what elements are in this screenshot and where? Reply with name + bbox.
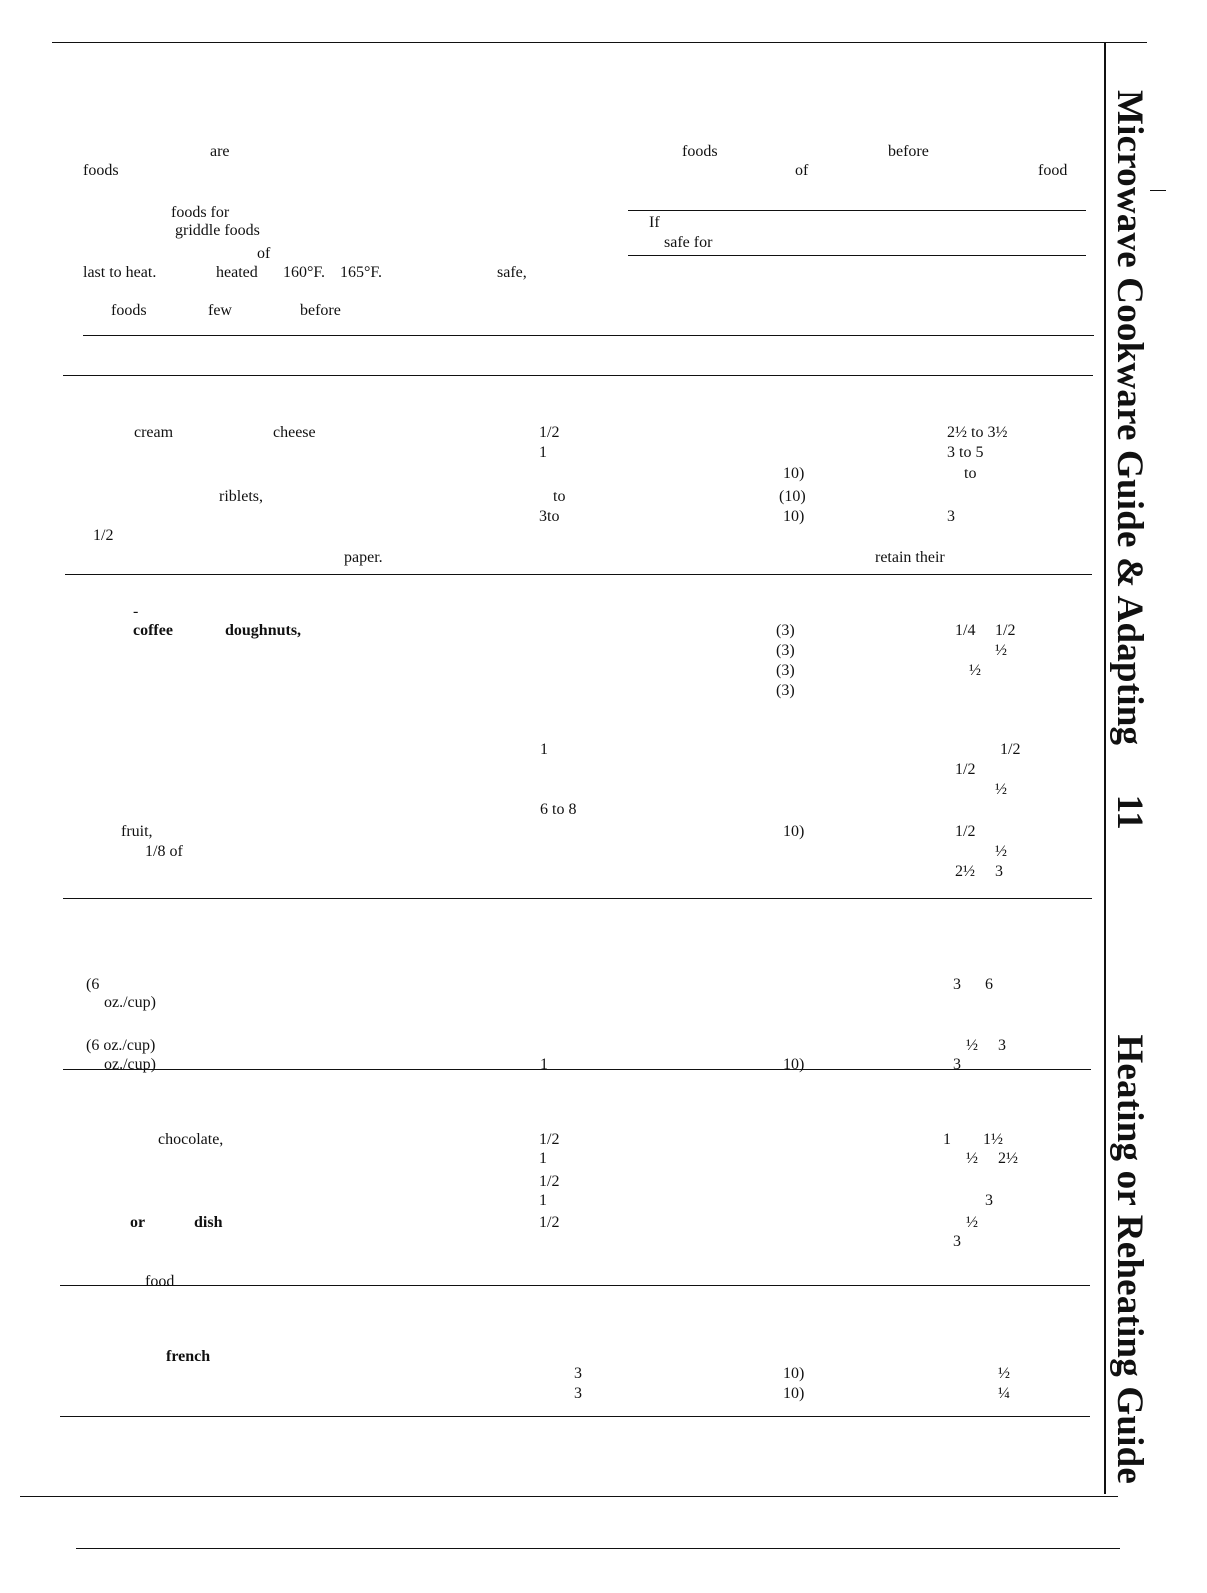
intro-text: 165°F. — [340, 264, 383, 281]
table-cell: 3 — [998, 1037, 1006, 1054]
table-cell: 2½ to 3½ — [947, 424, 1008, 441]
intro-text: griddle foods — [175, 222, 260, 239]
intro-text: before — [888, 143, 929, 160]
intro-text: safe for — [664, 234, 713, 251]
intro-text: are — [210, 143, 230, 160]
table-dash: - — [133, 603, 139, 620]
side-title — [1108, 90, 1151, 1484]
table-cell: to — [964, 465, 977, 482]
table-cell: fruit, — [121, 823, 153, 840]
table-cell: 1/2 — [93, 527, 114, 544]
table-cell: 3 — [953, 976, 961, 993]
table-cell: 1/2 — [539, 424, 560, 441]
section-rule-1 — [65, 574, 1092, 575]
table-cell: 3 — [953, 1233, 961, 1250]
intro-text: of — [257, 245, 271, 262]
table-cell: ½ — [966, 1214, 978, 1231]
table-cell: ½ — [995, 781, 1007, 798]
section-rule-2 — [63, 898, 1092, 899]
intro-text: 160°F. — [283, 264, 326, 281]
table-cell: 3 — [995, 863, 1003, 880]
top-rule — [52, 42, 1147, 43]
table-cell: oz./cup) — [104, 1056, 156, 1073]
table-cell: 10) — [783, 1385, 805, 1402]
table-cell: paper. — [344, 549, 383, 566]
table-cell: 3 — [574, 1365, 582, 1382]
table-cell: 1 — [539, 444, 547, 461]
page-bottom-rule — [20, 1496, 1118, 1497]
intro-text: safe, — [497, 264, 527, 281]
table-cell: food — [145, 1273, 175, 1290]
section-rule-5 — [60, 1416, 1090, 1417]
table-cell: retain their — [875, 549, 945, 566]
intro-text: foods for — [171, 204, 230, 221]
intro-text: If — [649, 214, 660, 231]
section-rule-4 — [60, 1285, 1090, 1286]
table-cell: ½ — [969, 662, 981, 679]
table-cell: chocolate, — [158, 1131, 224, 1148]
table-cell: (10) — [779, 488, 806, 505]
footer-rule — [76, 1548, 1120, 1549]
table-cell: doughnuts, — [225, 622, 302, 639]
intro-text: foods — [682, 143, 718, 160]
table-cell: ½ — [995, 843, 1007, 860]
intro-bottom-rule — [83, 335, 1094, 336]
intro-text: heated — [216, 264, 258, 281]
table-cell: 3 — [985, 1192, 993, 1209]
table-cell: 1/2 — [1000, 741, 1021, 758]
table-cell: 10) — [783, 1365, 805, 1382]
side-title-tick — [1150, 190, 1166, 191]
table-cell: 10) — [783, 508, 805, 525]
intro-right-rule-1 — [628, 210, 1086, 211]
intro-text: foods — [83, 162, 119, 179]
table-cell: 3 — [947, 508, 955, 525]
table-cell: or — [130, 1214, 146, 1231]
table-cell: 3to — [539, 508, 560, 525]
intro-text: foods — [111, 302, 147, 319]
table-cell: (6 oz./cup) — [86, 1037, 156, 1054]
table-cell: 1 — [540, 1056, 548, 1073]
table-cell: french — [166, 1348, 211, 1365]
table-cell: 10) — [783, 823, 805, 840]
table-top-rule — [63, 375, 1093, 376]
table-cell: 3 — [574, 1385, 582, 1402]
intro-text: food — [1038, 162, 1068, 179]
table-cell: ½ — [966, 1150, 978, 1167]
section-rule-3 — [63, 1069, 1091, 1070]
table-cell: 1/2 — [539, 1131, 560, 1148]
table-cell: 6 — [985, 976, 993, 993]
table-cell: 1 — [539, 1150, 547, 1167]
table-cell: 2½ — [998, 1150, 1018, 1167]
table-cell: (3) — [776, 682, 795, 699]
table-cell: 1/2 — [955, 823, 976, 840]
table-cell: 10) — [783, 1056, 805, 1073]
intro-right-rule-2 — [628, 255, 1086, 256]
table-cell: (3) — [776, 622, 795, 639]
table-cell: 10) — [783, 465, 805, 482]
table-cell: ½ — [998, 1365, 1010, 1382]
table-cell: 3 — [953, 1056, 961, 1073]
table-cell: 1/2 — [955, 761, 976, 778]
table-cell: 6 to 8 — [540, 801, 577, 818]
table-cell: 1/2 — [539, 1214, 560, 1231]
table-cell: 1/8 of — [145, 843, 183, 860]
table-cell: riblets, — [219, 488, 263, 505]
intro-text: before — [300, 302, 341, 319]
side-rule — [1104, 42, 1106, 1494]
table-cell: 1/2 — [995, 622, 1016, 639]
table-cell: (3) — [776, 642, 795, 659]
table-cell: 1½ — [983, 1131, 1003, 1148]
table-cell: ¼ — [998, 1385, 1010, 1402]
intro-text: last to heat. — [83, 264, 157, 281]
intro-text: of — [795, 162, 809, 179]
table-cell: (3) — [776, 662, 795, 679]
table-cell: 3 to 5 — [947, 444, 984, 461]
page-number: 11 — [1109, 794, 1150, 830]
side-title-part2: Heating or Reheating Guide — [1109, 1034, 1150, 1484]
table-cell: 1 — [943, 1131, 951, 1148]
table-cell: 1/2 — [539, 1173, 560, 1190]
table-cell: coffee — [133, 622, 173, 639]
table-cell: 1 — [539, 1192, 547, 1209]
side-title-part1: Microwave Cookware Guide & Adapting — [1109, 90, 1150, 746]
table-cell: 1 — [540, 741, 548, 758]
table-cell: to — [553, 488, 566, 505]
table-cell: ½ — [966, 1037, 978, 1054]
table-cell: dish — [194, 1214, 223, 1231]
table-cell: cream — [134, 424, 174, 441]
table-cell: 1/4 — [955, 622, 976, 639]
table-cell: 2½ — [955, 863, 975, 880]
intro-text: few — [208, 302, 232, 319]
table-cell: ½ — [995, 642, 1007, 659]
table-cell: (6 — [86, 976, 100, 993]
table-cell: cheese — [273, 424, 316, 441]
table-cell: oz./cup) — [104, 994, 156, 1011]
